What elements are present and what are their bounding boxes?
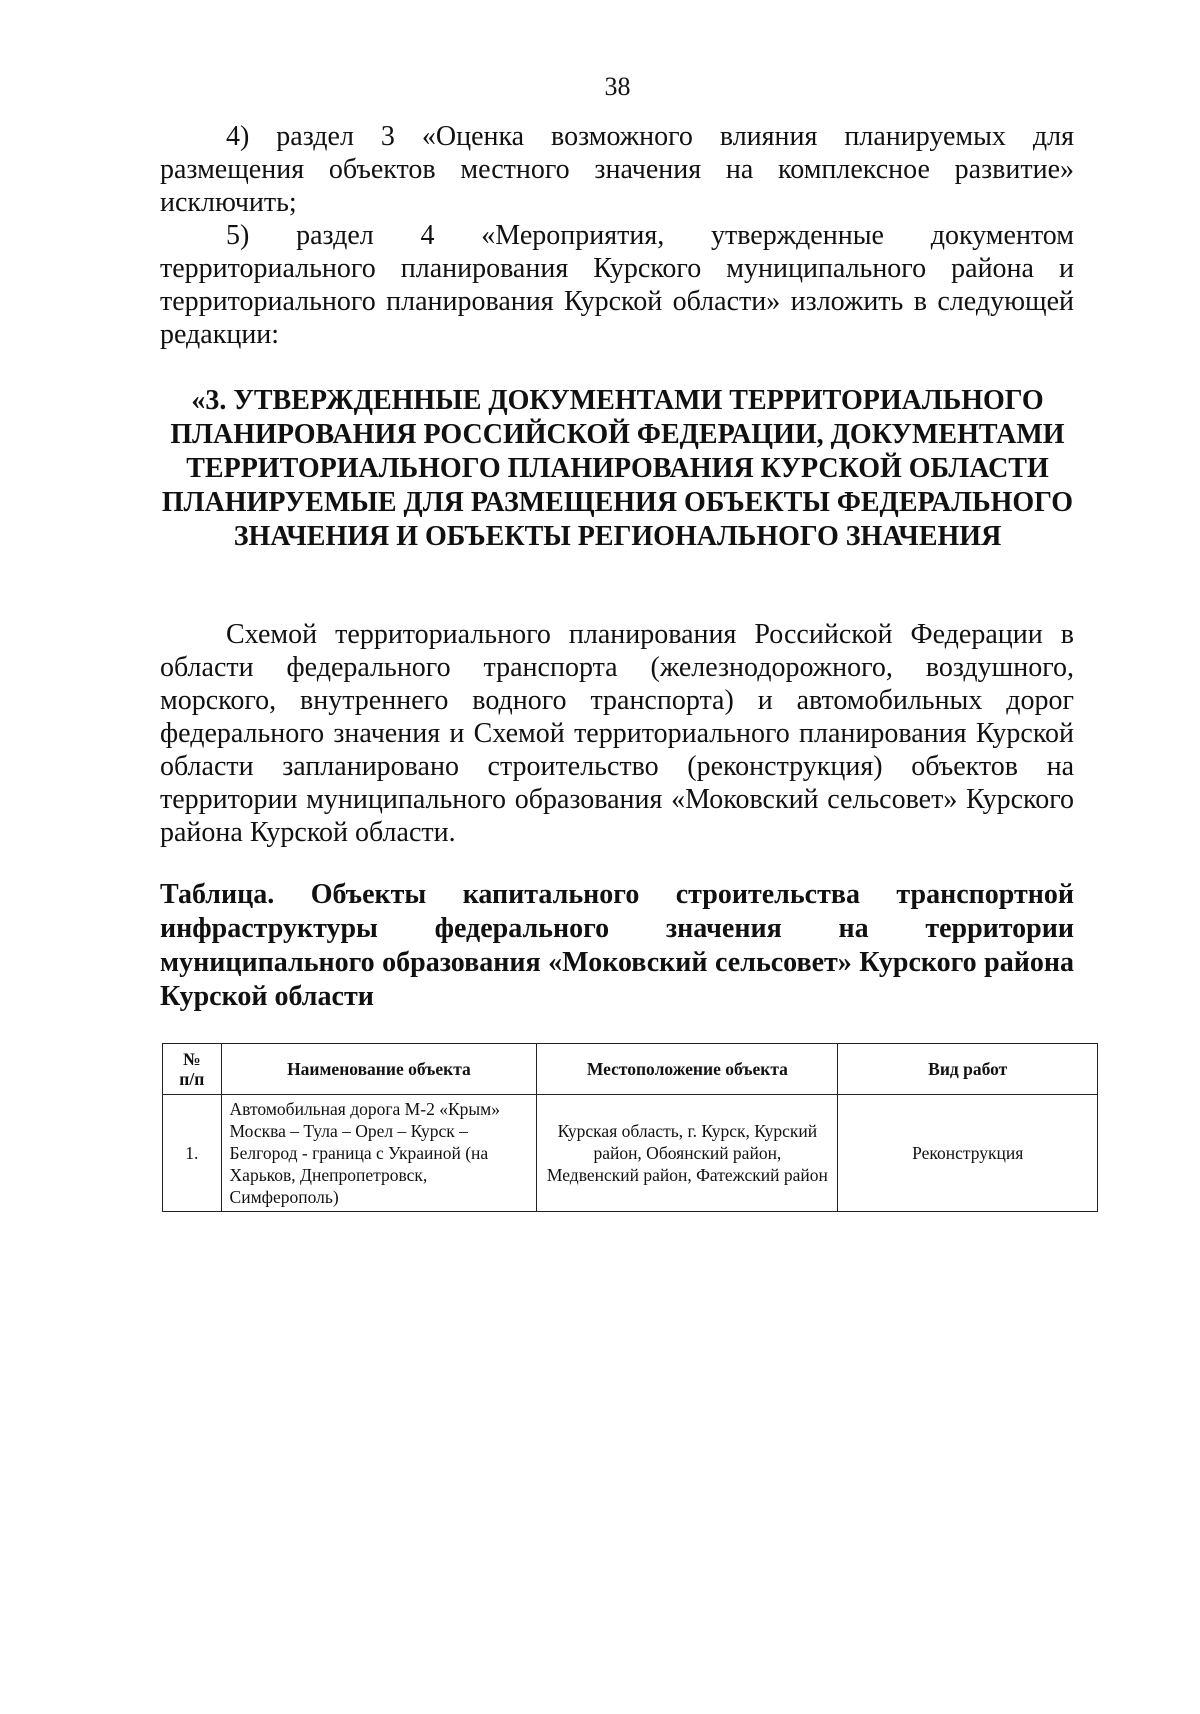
paragraph-item-5-text: 5) раздел 4 «Мероприятия, утвержденные документом территориального планирования Курского муниципального района и территориального планирования Курской области» изложить в следующей редакции: — [160, 220, 1074, 350]
main-paragraph — [160, 618, 1074, 849]
main-paragraph-text: Схемой территориального планирования Российской Федерации в области федерального транспорта (железнодорожного, воздушного, морского, внутреннего водного транспорта) и автомобильных дорог федерального значения и Схемой территориального планирования Курской области запланировано строительство (реконструкция) объектов на территории муниципального образования «Моковский сельсовет» Курского района Курской области. — [160, 619, 1074, 848]
header-number — [163, 1044, 222, 1095]
header-object-name: Наименование объекта — [221, 1044, 537, 1095]
header-work-type: Вид работ — [838, 1044, 1098, 1095]
header-object-location: Местоположение объекта — [537, 1044, 838, 1095]
table-header-row — [163, 1044, 1098, 1095]
row-work-type: Реконструкция — [838, 1095, 1098, 1212]
table-caption: Таблица. Объекты капитального строительства транспортной инфраструктуры федерального значения на территории муниципального образования «Моковский сельсовет» Курского района Курской области — [160, 879, 1074, 1012]
section-heading: «3. УТВЕРЖДЕННЫЕ ДОКУМЕНТАМИ ТЕРРИТОРИАЛЬНОГО ПЛАНИРОВАНИЯ РОССИЙСКОЙ ФЕДЕРАЦИИ, ДОКУМЕНТАМИ ТЕРРИТОРИАЛЬНОГО ПЛАНИРОВАНИЯ КУРСКОЙ ОБЛАСТИ ПЛАНИРУЕМЫЕ ДЛЯ РАЗМЕЩЕНИЯ ОБЪЕКТЫ ФЕДЕРАЛЬНОГО ЗНАЧЕНИЯ И ОБЪЕКТЫ РЕГИОНАЛЬНОГО ЗНАЧЕНИЯ — [161, 385, 1074, 552]
paragraph-item-4-text: 4) раздел 3 «Оценка возможного влияния планируемых для размещения объектов местного значения на комплексное развитие» исключить; — [160, 121, 1074, 218]
header-number-line2: п/п — [179, 1069, 205, 1089]
table-row — [163, 1095, 1098, 1212]
page-number: 38 — [604, 72, 631, 101]
row-object-location: Курская область, г. Курск, Курский район, Обоянский район, Медвенский район, Фатежский район — [537, 1095, 838, 1212]
row-object-name: Автомобильная дорога М-2 «Крым» Москва – Тула – Орел – Курск – Белгород - граница с Украиной (на Харьков, Днепропетровск, Симферополь) — [221, 1095, 537, 1212]
row-number: 1. — [163, 1095, 222, 1212]
paragraph-item-5 — [160, 219, 1074, 351]
objects-table — [162, 1043, 1098, 1212]
paragraph-item-4 — [160, 120, 1074, 219]
header-number-line1: № — [182, 1049, 201, 1069]
